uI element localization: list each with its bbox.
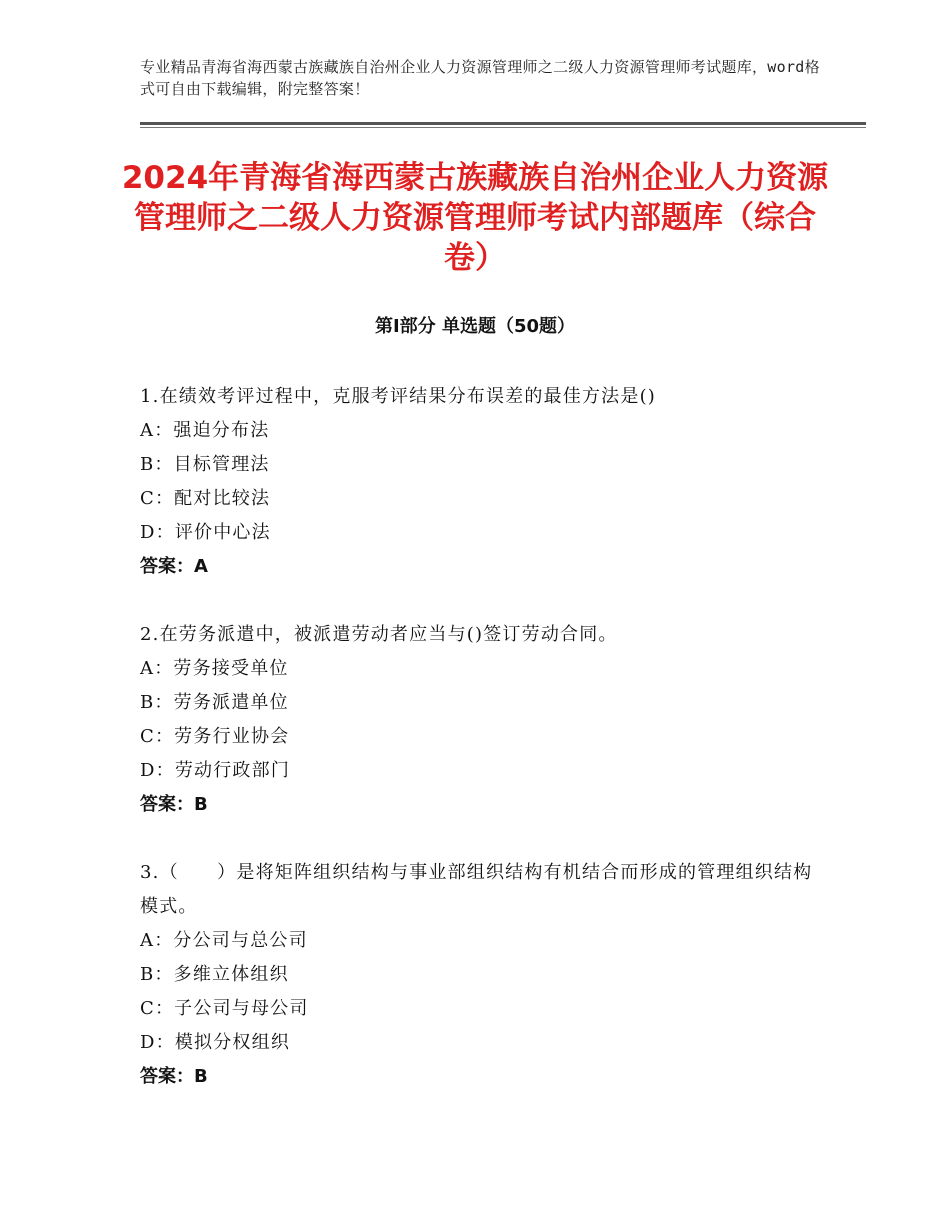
question-1: [140, 380, 820, 584]
question-3: [140, 856, 820, 1094]
question-stem: 3.（ ）是将矩阵组织结构与事业部组织结构有机结合而形成的管理组织结构模式。: [140, 862, 813, 917]
answer: 答案：B: [140, 1066, 208, 1087]
answer: 答案：A: [140, 556, 208, 577]
option-c: C：配对比较法: [140, 488, 271, 509]
option-d: D：劳动行政部门: [140, 760, 291, 781]
header-divider-thin: [140, 127, 866, 128]
option-d: D：评价中心法: [140, 522, 271, 543]
question-2: [140, 618, 820, 822]
question-stem: 2.在劳务派遣中，被派遣劳动者应当与()签订劳动合同。: [140, 624, 618, 645]
question-stem: 1.在绩效考评过程中，克服考评结果分布误差的最佳方法是(): [140, 386, 657, 407]
header-note: 专业精品青海省海西蒙古族藏族自治州企业人力资源管理师之二级人力资源管理师考试题库，word格式可自由下载编辑，附完整答案！: [140, 58, 820, 98]
option-b: B：多维立体组织: [140, 964, 289, 985]
option-a: A：劳务接受单位: [140, 658, 289, 679]
option-c: C：劳务行业协会: [140, 726, 290, 747]
option-a: A：强迫分布法: [140, 420, 270, 441]
document-title: 2024年青海省海西蒙古族藏族自治州企业人力资源管理师之二级人力资源管理师考试内部题库（综合卷）: [121, 160, 829, 276]
header-divider: [140, 122, 866, 125]
option-d: D：模拟分权组织: [140, 1032, 291, 1053]
question-list: [140, 380, 820, 1128]
option-b: B：目标管理法: [140, 454, 270, 475]
section-title: 第Ⅰ部分 单选题（50题）: [374, 316, 575, 337]
option-c: C：子公司与母公司: [140, 998, 309, 1019]
option-a: A：分公司与总公司: [140, 930, 308, 951]
option-b: B：劳务派遣单位: [140, 692, 289, 713]
answer: 答案：B: [140, 794, 208, 815]
